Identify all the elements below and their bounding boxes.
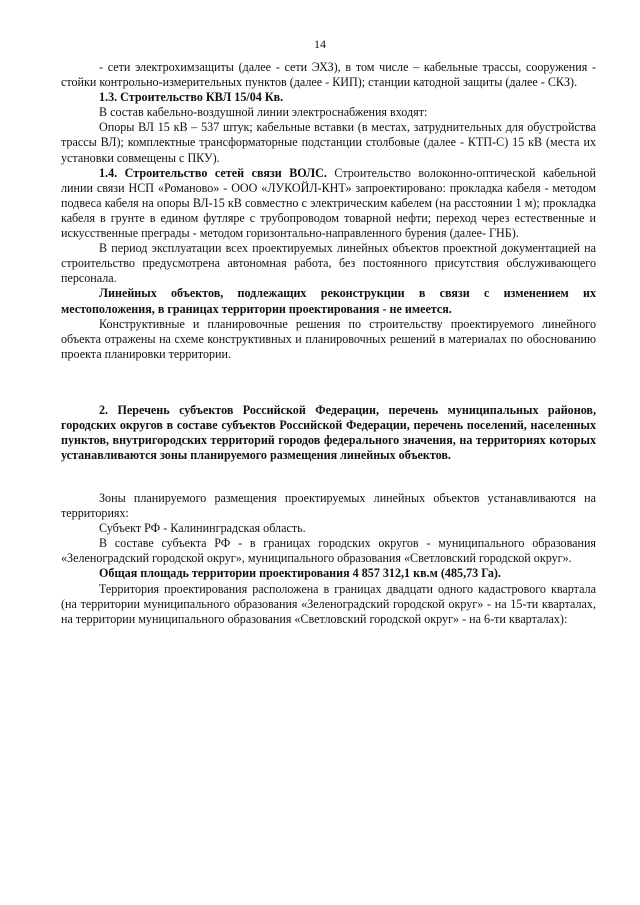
paragraph-subject: Субъект РФ - Калининградская область. [99, 521, 306, 536]
paragraph-ehz-networks: - сети электрохимзащиты (далее - сети ЭХЗ), в том числе – кабельные трассы, сооружения - стойки контрольно-измерительных пунктов (далее - КИП); станции катодной защиты (далее - СКЗ). [61, 60, 596, 90]
page-number: 14 [314, 37, 326, 51]
paragraph-cadastral: Территория проектирования расположена в границах двадцати одного кадастрового квартала (на территории муниципального образования «Зеленоградский городской округ» - на 15-ти кварталах, на территории муниципального образования «Светловский городской округ» - на 6-ти кварталах): [61, 581, 596, 626]
section-2-heading-block [61, 403, 596, 463]
heading-section-2: 2. Перечень субъектов Российской Федерации, перечень муниципальных районов, городских округов в составе субъектов Российской Федерации, перечень поселений, населенных пунктов, внутригородских территорий городов федерального значения, на территориях которых устанавливаются зоны планируемого размещения линейных объектов. [61, 403, 596, 463]
paragraph-municipal: В составе субъекта РФ - в границах городских округов - муниципального образования «Зеленоградский городской округ», муниципального образования «Светловский городской округ». [61, 536, 596, 566]
paragraph-design-solutions: Конструктивные и планировочные решения по строительству проектируемого линейного объекта отражены на схеме конструктивных и планировочных решений в материалах по обоснованию проекта планировки территории. [61, 316, 596, 361]
paragraph-zones: Зоны планируемого размещения проектируемых линейных объектов устанавливаются на территориях: [61, 491, 596, 521]
paragraph-no-reconstruction: Линейных объектов, подлежащих реконструкции в связи с изменением их местоположения, в границах территории проектирования - не имеется. [61, 286, 596, 316]
heading-1-4: 1.4. Строительство сетей связи ВОЛС. [99, 165, 327, 180]
paragraph-kvl-composition: В состав кабельно-воздушной линии электроснабжения входят: [99, 105, 428, 120]
paragraph-vols: 1.4. Строительство сетей связи ВОЛС. Строительство волоконно-оптической кабельной линии связи НСП «Романово» - ООО «ЛУКОЙЛ-КНТ» запроектировано: прокладка кабеля - методом подвеса кабеля на опоры ВЛ-15 кВ совместно с электрическим кабелем (на расстоянии 1 м); прокладка кабеля в грунте в едином футляре с трубопроводом товарной нефти; переход через естественные и искусственные преграды - методом горизонтально-направленного бурения (далее- ГНБ). [61, 165, 596, 241]
paragraph-operation: В период эксплуатации всех проектируемых линейных объектов проектной документацией на строительство предусмотрена автономная работа, без постоянного присутствия обслуживающего персонала. [61, 241, 596, 286]
section-2-text [61, 491, 596, 627]
section-1-text [61, 60, 596, 362]
heading-1-3: 1.3. Строительство КВЛ 15/04 Кв. [99, 90, 284, 105]
paragraph-vl-supports: Опоры ВЛ 15 кВ – 537 штук; кабельные вставки (в местах, затруднительных для обустройства трассы ВЛ); комплектные трансформаторные подстанции столбовые (далее - КТП-С) 15 кВ (места их установки совмещены с ПКУ). [61, 120, 596, 165]
paragraph-total-area: Общая площадь территории проектирования 4 857 312,1 кв.м (485,73 Га). [99, 566, 501, 581]
